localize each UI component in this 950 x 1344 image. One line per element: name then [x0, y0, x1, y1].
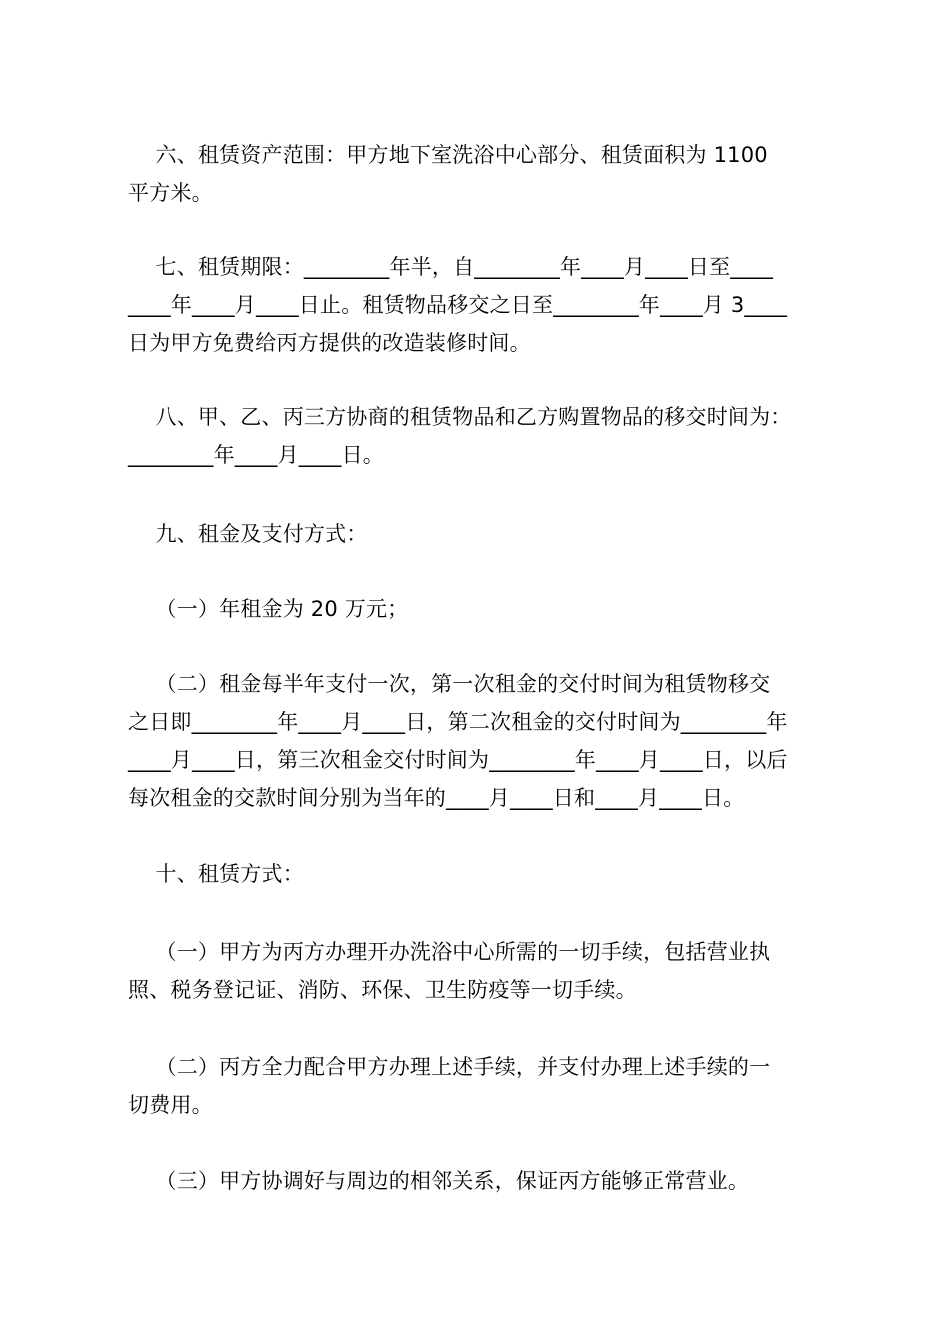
text-line: （二）丙方全力配合甲方办理上述手续，并支付办理上述手续的一	[128, 1055, 771, 1079]
text-line: 每次租金的交款时间分别为当年的____月____日和____月____日。	[128, 786, 745, 810]
text-line: 切费用。	[128, 1093, 213, 1117]
text-line: 六、租赁资产范围：甲方地下室洗浴中心部分、租赁面积为 1100	[128, 143, 768, 167]
text-line: （一）年租金为 20 万元；	[128, 597, 409, 621]
text-line: 十、租赁方式：	[128, 862, 304, 886]
text-line: 照、税务登记证、消防、环保、卫生防疫等一切手续。	[128, 978, 637, 1002]
clause-7-lease-term	[128, 248, 828, 362]
clause-10-lease-method	[128, 855, 828, 893]
text-line: 七、租赁期限：________年半，自________年____月____日至____	[128, 255, 774, 279]
text-line: ________年____月____日。	[128, 443, 384, 467]
text-line: （二）租金每半年支付一次，第一次租金的交付时间为租赁物移交	[128, 672, 771, 696]
text-line: 之日即________年____月____日，第二次租金的交付时间为________年	[128, 710, 788, 734]
clause-6-lease-scope	[128, 136, 828, 212]
text-line: 日为甲方免费给丙方提供的改造装修时间。	[128, 331, 531, 355]
clause-10-item-1	[128, 933, 828, 1009]
text-line: 九、租金及支付方式：	[128, 522, 368, 546]
text-line: 平方米。	[128, 181, 213, 205]
text-line: （三）甲方协调好与周边的相邻关系，保证丙方能够正常营业。	[128, 1169, 750, 1193]
clause-10-item-3	[128, 1162, 828, 1200]
text-line: 八、甲、乙、丙三方协商的租赁物品和乙方购置物品的移交时间为：	[128, 405, 792, 429]
text-line: （一）甲方为丙方办理开办洗浴中心所需的一切手续，包括营业执	[128, 940, 771, 964]
text-line: ____月____日，第三次租金交付时间为________年____月____日，以后	[128, 748, 788, 772]
clause-9-item-2	[128, 665, 828, 817]
clause-9-rent-payment	[128, 515, 828, 553]
text-line: ____年____月____日止。租赁物品移交之日至________年____月 3____	[128, 293, 788, 317]
clause-8-handover-time	[128, 398, 828, 474]
clause-9-item-1	[128, 590, 828, 628]
clause-10-item-2	[128, 1048, 828, 1124]
